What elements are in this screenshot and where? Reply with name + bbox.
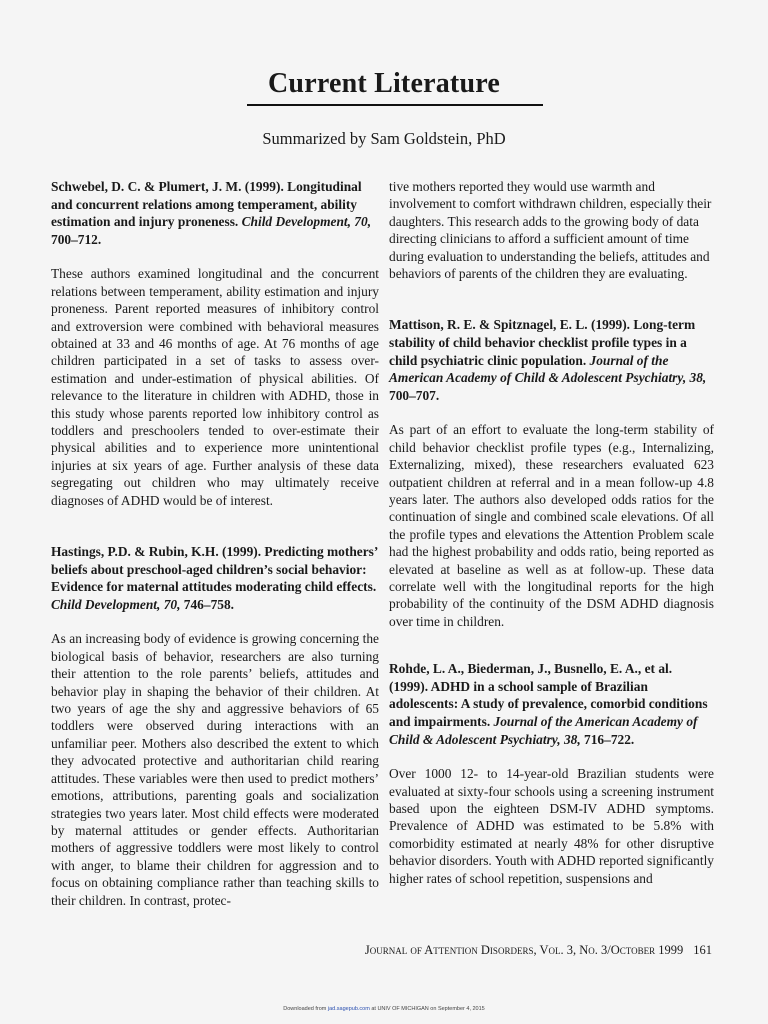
- article-summary: As an increasing body of evidence is growing concerning the biological basis of behavior, researchers are also turning their attention to the role parents’ beliefs, attitudes and behavior play in shaping the behavior of their children. At two years of age the shy and aggressive behaviors of 65 toddlers were observed during interactions with an unfamiliar peer. Mothers also described the extent to which they advocated protective and authoritarian child rearing attitudes. These variables were then used to predict mothers’ emotions, attributions, parenting goals and socialization strategies two years later. Most child effects were moderated by maternal attitudes or gender effects. Authoritarian mothers of aggressive toddlers were most likely to control with anger, to blame their children for aggression and to focus on obtaining compliance rather than teaching skills to their children. In contrast, protec-: [51, 631, 379, 908]
- article-reference: Rohde, L. A., Biederman, J., Busnello, E. A., et al. (1999). ADHD in a school sample of Brazilian adolescents: A study of prevalence, comorbid conditions and impairments. Journal of the American Academy of Child & Adolescent Psychiatry, 38, 716–722.: [389, 661, 708, 747]
- journal-name: Child Development, 70,: [51, 596, 181, 612]
- article-summary: As part of an effort to evaluate the long-term stability of child behavior checklist profile types (e.g., Internalizing, Externalizing, mixed), these researchers evaluated 623 outpatient children at referral and in a mean follow-up 4.8 years later. The authors also developed odds ratios for the continuation of single and combined scale elevations. Of all the profile types and elevations the Attention Problem scale had the highest probability and odds ratio, being reported as elevated at baseline as well as at follow-up. These data correlate well with the longitudinal reports for the high probability of the continuity of the DSM ADHD diagnosis over time in children.: [389, 422, 714, 629]
- article-summary: Over 1000 12- to 14-year-old Brazilian students were evaluated at sixty-four schools using a screening instrument based upon the eighteen DSM-IV ADHD symptoms. Prevalence of ADHD was estimated to be 5.8% with comorbidity estimated at nearly 48% for other disruptive behavior disorders. Youth with ADHD reported significantly higher rates of school repetition, suspensions and: [389, 766, 714, 886]
- article-summary-continued: tive mothers reported they would use warmth and involvement to comfort withdrawn children, especially their daughters. This research adds to the growing body of data directing clinicians to afford a sufficient amount of time during evaluation to understanding the beliefs, attitudes and behaviors of parents of the children they are evaluating.: [389, 179, 712, 282]
- article-reference: Mattison, R. E. & Spitznagel, E. L. (1999). Long-term stability of child behavior checklist profile types in a child psychiatric clinic population. Journal of the American Academy of Child & Adolescent Psychiatry, 38, 700–707.: [389, 317, 707, 403]
- footer-journal: Journal of Attention Disorders, Vol. 3, No. 3/October 1999: [364, 943, 684, 957]
- running-footer: [0, 943, 712, 958]
- page-number: 161: [693, 943, 712, 957]
- article-summary: These authors examined longitudinal and the concurrent relations between temperament, ability estimation and injury proneness. Parent reported measures of inhibitory control and extroversion were combined with behavioral measures obtained at 33 and 46 months of age. At 76 months of age children participated in a set of tasks to assess over-estimation and under-estimation of physical abilities. Of relevance to the literature in children with ADHD, those in this study whose parents reported low inhibitory control as toddlers and preschoolers tended to over-estimate their physical abilities and to experience more unintentional injuries at six years of age. Further analysis of these data segregating out children who may ultimately receive diagnoses of ADHD would be of interest.: [51, 266, 379, 508]
- right-column: [389, 178, 714, 887]
- journal-name: Journal of the American Academy of Child & Adolescent Psychiatry, 38,: [389, 714, 698, 747]
- journal-name: Journal of the American Academy of Child & Adolescent Psychiatry, 38,: [389, 352, 707, 386]
- page-subtitle: Summarized by Sam Goldstein, PhD: [262, 129, 506, 148]
- article-reference: Hastings, P.D. & Rubin, K.H. (1999). Predicting mothers’ beliefs about preschool-aged children’s social behavior: Evidence for maternal attitudes moderating child effects. Child Development, 70, 746–758.: [51, 544, 378, 612]
- article-reference: Schwebel, D. C. & Plumert, J. M. (1999). Longitudinal and concurrent relations among temperament, ability estimation and injury proneness. Child Development, 70, 700–712.: [51, 179, 372, 247]
- title-rule: [247, 104, 543, 106]
- download-link[interactable]: jad.sagepub.com: [327, 1006, 370, 1012]
- download-note: Downloaded from jad.sagepub.com at UNIV OF MICHIGAN on September 4, 2015: [283, 1006, 485, 1012]
- page-title: Current Literature: [268, 68, 500, 99]
- journal-name: Child Development, 70,: [241, 214, 372, 230]
- left-column: [51, 178, 379, 909]
